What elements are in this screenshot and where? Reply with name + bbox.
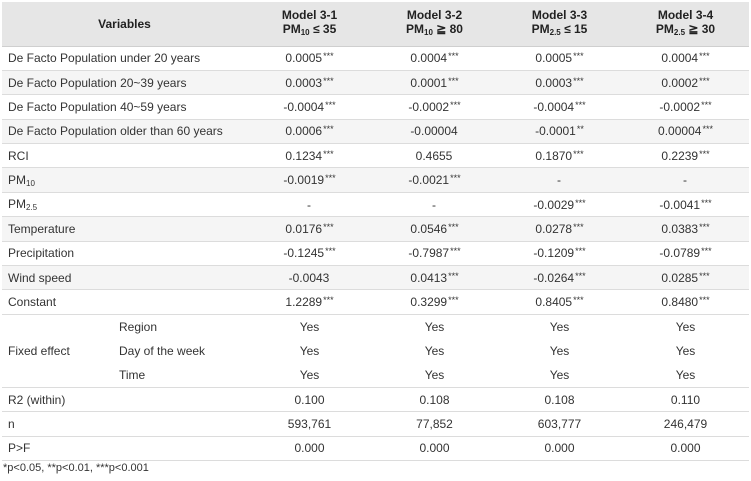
significance-stars: *** [699,295,710,306]
significance-stars: *** [323,51,334,62]
value-cell: 0.000 [497,436,622,460]
value-cell: 77,852 [372,412,497,436]
coefficient-value: -0.0789 [659,246,701,261]
variable-name: Temperature [8,221,76,236]
value-cell: Yes [675,319,696,334]
value-cell [247,266,372,290]
value-cell [372,119,497,143]
stat-label: P>F [2,436,247,460]
value-cell: Yes [299,343,320,358]
coefficient-value: -0.0002 [408,99,450,114]
value-cell: 593,761 [247,412,372,436]
variable-name: RCI [8,148,29,163]
significance-stars: *** [573,295,584,306]
coefficient-value: 0.0003 [535,75,573,90]
value-cell [372,144,497,168]
model-3-2-header: Model 3-2 PM10 ≧ 80 [372,2,497,46]
value-cell [247,70,372,94]
value-cell [622,95,749,119]
value-cell: Yes [424,343,445,358]
value-cell [622,168,749,192]
value-cell: 603,777 [497,412,622,436]
variable-label [2,290,247,314]
significance-stars: *** [450,246,461,257]
variable-label [2,241,247,265]
value-cell: 246,479 [622,412,749,436]
significance-stars: *** [323,295,334,306]
significance-stars: *** [450,99,461,110]
significance-stars: *** [573,221,584,232]
variable-label [2,217,247,241]
coefficient-value: -0.7987 [408,246,450,261]
value-cell [247,119,372,143]
value-cell [622,46,749,70]
significance-stars: *** [701,99,712,110]
value-cell [247,95,372,119]
variable-label [2,266,247,290]
variable-name: Wind speed [8,270,72,285]
value-cell [247,46,372,70]
coefficient-value: 0.8405 [535,295,573,310]
coefficient-value: 0.2239 [661,148,699,163]
coefficient-value: - [307,197,311,212]
value-cell: Yes [424,319,445,334]
value-cell [247,168,372,192]
coefficient-value: 0.0383 [661,221,699,236]
coefficient-value: 0.0005 [285,51,323,66]
significance-stars: *** [448,270,459,281]
fixed-effect-row [2,339,749,363]
value-cell [372,95,497,119]
coefficient-value: 1.2289 [285,295,323,310]
coefficient-value: -0.0019 [283,173,325,188]
coefficient-value: 0.4655 [415,148,453,163]
value-cell [622,290,749,314]
value-cell [372,290,497,314]
model-3-1-header: Model 3-1 PM10 ≤ 35 [247,2,372,46]
coefficient-value: -0.0002 [659,99,701,114]
coefficient-value: -0.0021 [408,173,450,188]
table-row [2,241,749,265]
value-cell: 0.110 [622,387,749,411]
value-cell: Yes [497,363,622,387]
value-cell: 0.000 [622,436,749,460]
significance-note: *p<0.05, **p<0.01, ***p<0.001 [3,462,149,474]
coefficient-value: 0.0176 [285,221,323,236]
significance-stars: *** [699,148,710,159]
value-cell [622,144,749,168]
value-cell [372,168,497,192]
significance-stars: *** [448,75,459,86]
fixed-effect-item: Time [113,363,247,387]
value-cell: Yes [299,319,320,334]
value-cell: Yes [622,363,749,387]
value-cell [622,70,749,94]
coefficient-value: - [557,173,561,188]
value-cell [247,192,372,216]
significance-stars: *** [699,221,710,232]
value-cell [497,168,622,192]
variables-header: Variables [2,2,247,46]
coefficient-value: -0.0264 [533,270,575,285]
coefficient-value: -0.1209 [533,246,575,261]
value-cell [622,266,749,290]
coefficient-value: 0.1870 [535,148,573,163]
coefficient-value: -0.0041 [659,197,701,212]
significance-stars: *** [575,246,586,257]
stat-row [2,436,749,460]
value-cell [497,290,622,314]
significance-stars: *** [448,221,459,232]
value-cell [622,241,749,265]
value-cell: Yes [549,343,570,358]
variable-subscript: 2.5 [26,203,38,213]
coefficient-value: 0.0006 [285,124,323,139]
significance-stars: *** [323,221,334,232]
value-cell [247,241,372,265]
stat-row [2,387,749,411]
value-cell [497,144,622,168]
variable-label [2,70,247,94]
stat-label: n [2,412,247,436]
table-row [2,266,749,290]
value-cell: 0.000 [247,436,372,460]
table-row [2,290,749,314]
fixed-effect-item: Region [119,319,158,334]
variable-label [2,144,247,168]
coefficient-value: 0.0002 [661,75,699,90]
significance-stars: *** [450,173,461,184]
table-row [2,217,749,241]
significance-stars: *** [699,75,710,86]
coefficient-value: 0.0413 [410,270,448,285]
coefficient-value: 0.00004 [658,124,702,139]
variable-name: De Facto Population 40~59 years [8,99,187,114]
variable-name: PM [8,172,26,187]
value-cell [372,217,497,241]
significance-stars: *** [575,270,586,281]
variable-subscript: 10 [26,178,35,188]
value-cell [497,46,622,70]
significance-stars: *** [575,99,586,110]
coefficient-value: -0.0043 [288,270,330,285]
value-cell [372,241,497,265]
value-cell [372,192,497,216]
coefficient-value: -0.0029 [533,197,575,212]
coefficient-value: -0.0004 [533,99,575,114]
significance-stars: *** [325,173,336,184]
significance-stars: *** [699,51,710,62]
coefficient-value: 0.0004 [661,51,699,66]
variable-label [2,95,247,119]
value-cell [372,266,497,290]
variable-name: De Facto Population 20~39 years [8,75,187,90]
significance-stars: *** [573,148,584,159]
variable-label [2,46,247,70]
coefficient-value: 0.0285 [661,270,699,285]
table-row [2,168,749,192]
significance-stars: *** [701,197,712,208]
value-cell [497,241,622,265]
coefficient-value: - [683,173,687,188]
table-row [2,119,749,143]
significance-stars: *** [702,124,713,135]
variable-label [2,168,247,192]
significance-stars: *** [573,51,584,62]
table-row [2,95,749,119]
value-cell: 0.000 [372,436,497,460]
value-cell: 0.108 [372,387,497,411]
variable-name: Precipitation [8,246,75,261]
value-cell [497,266,622,290]
model-3-3-header: Model 3-3 PM2.5 ≤ 15 [497,2,622,46]
coefficient-value: 0.0004 [410,51,448,66]
header-row [2,2,749,46]
coefficient-value: -0.0004 [283,99,325,114]
value-cell [497,192,622,216]
significance-stars: *** [323,148,334,159]
fixed-effect-label: Fixed effect [2,314,113,387]
value-cell [622,119,749,143]
stat-row [2,412,749,436]
coefficient-value: -0.0001 [535,124,576,139]
coefficient-value: 0.8480 [661,295,699,310]
regression-table [2,2,749,461]
coefficient-value: - [432,197,436,212]
table-row [2,46,749,70]
value-cell [497,95,622,119]
value-cell [497,119,622,143]
value-cell: Yes [549,319,570,334]
value-cell: Yes [372,363,497,387]
fixed-effect-item: Day of the week [119,343,206,358]
fixed-effect-row [2,314,749,338]
variable-label [2,119,247,143]
coefficient-value: 0.0003 [285,75,323,90]
fixed-effect-row [2,363,749,387]
variable-name: Constant [8,295,57,310]
value-cell [497,70,622,94]
stat-label: R2 (within) [2,387,247,411]
significance-stars: *** [323,124,334,135]
significance-stars: *** [575,197,586,208]
coefficient-value: 0.0001 [410,75,448,90]
value-cell [497,217,622,241]
value-cell [622,217,749,241]
value-cell [247,217,372,241]
significance-stars: ** [576,124,584,135]
value-cell [247,290,372,314]
model-3-4-header: Model 3-4 PM2.5 ≧ 30 [622,2,749,46]
table-body [2,46,749,461]
variable-name: De Facto Population under 20 years [8,51,201,66]
table-row [2,144,749,168]
significance-stars: *** [325,246,336,257]
significance-stars: *** [325,99,336,110]
value-cell: 0.100 [247,387,372,411]
significance-stars: *** [448,295,459,306]
table-row [2,70,749,94]
value-cell: 0.108 [497,387,622,411]
value-cell: Yes [675,343,696,358]
variable-label [2,192,247,216]
coefficient-value: 0.0005 [535,51,573,66]
significance-stars: *** [701,246,712,257]
value-cell: Yes [247,363,372,387]
coefficient-value: -0.1245 [283,246,325,261]
value-cell [247,144,372,168]
variable-name: De Facto Population older than 60 years [8,124,223,139]
coefficient-value: -0.00004 [410,124,458,139]
coefficient-value: 0.1234 [285,148,323,163]
variable-name: PM [8,197,26,212]
value-cell [622,192,749,216]
coefficient-value: 0.0278 [535,221,573,236]
significance-stars: *** [699,270,710,281]
value-cell [372,46,497,70]
value-cell [372,70,497,94]
table-row [2,192,749,216]
coefficient-value: 0.0546 [410,221,448,236]
coefficient-value: 0.3299 [410,295,448,310]
significance-stars: *** [573,75,584,86]
significance-stars: *** [448,51,459,62]
significance-stars: *** [323,75,334,86]
